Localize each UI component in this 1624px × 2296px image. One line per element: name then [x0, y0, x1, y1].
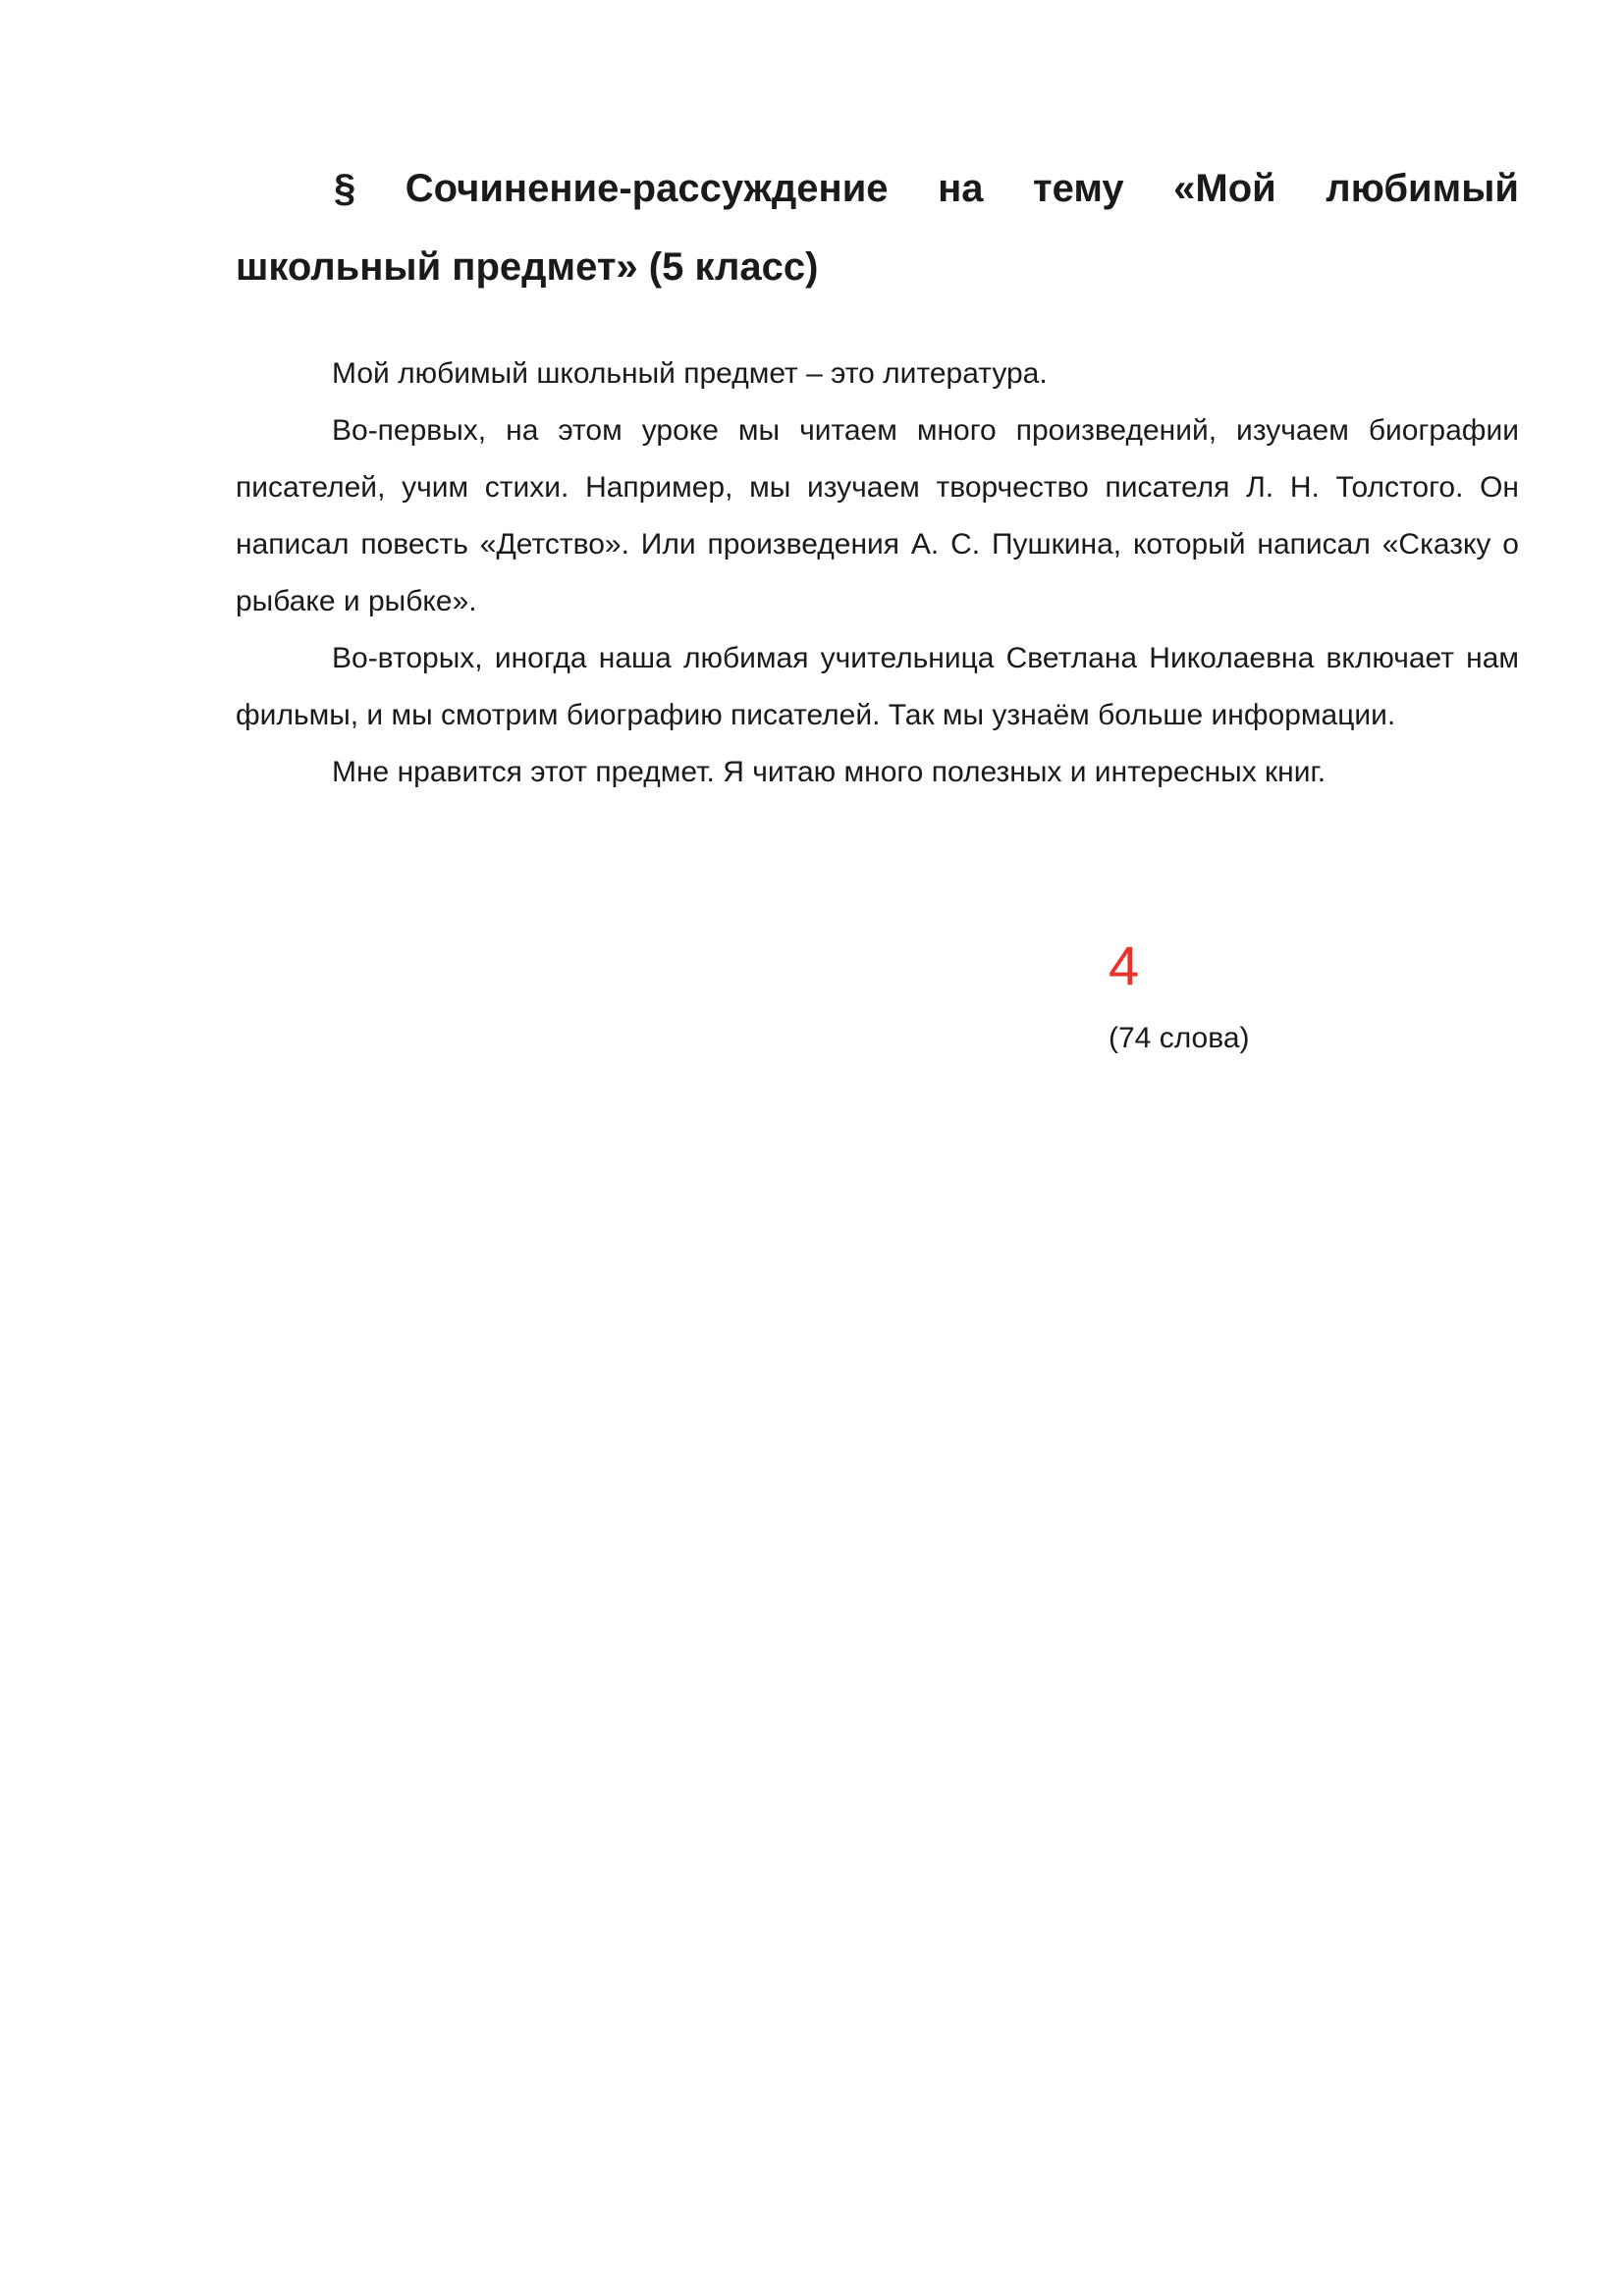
- word-count: (74 слова): [1109, 1022, 1250, 1054]
- essay-paragraph: Мой любимый школьный предмет – это литература.: [332, 357, 1048, 390]
- grade-mark: 4: [1109, 934, 1140, 996]
- essay-body: [236, 346, 1519, 801]
- essay-paragraph: Во-первых, на этом уроке мы читаем много произведений, изучаем биографии писателей, учим стихи. Например, мы изучаем творчество писателя Л. Н. Толстого. Он написал повесть «Детство». Или произведения А. С. Пушкина, который написал «Сказку о рыбаке и рыбке».: [236, 414, 1519, 617]
- grade-block: [1109, 934, 1250, 1056]
- essay-title: § Сочинение-рассуждение на тему «Мой любимый школьный предмет» (5 класс): [236, 167, 1519, 289]
- essay-content: [236, 149, 1519, 801]
- essay-paragraph: Мне нравится этот предмет. Я читаю много полезных и интересных книг.: [332, 756, 1326, 788]
- essay-paragraph: Во-вторых, иногда наша любимая учительница Светлана Николаевна включает нам фильмы, и мы смотрим биографию писателей. Так мы узнаём больше информации.: [236, 642, 1519, 731]
